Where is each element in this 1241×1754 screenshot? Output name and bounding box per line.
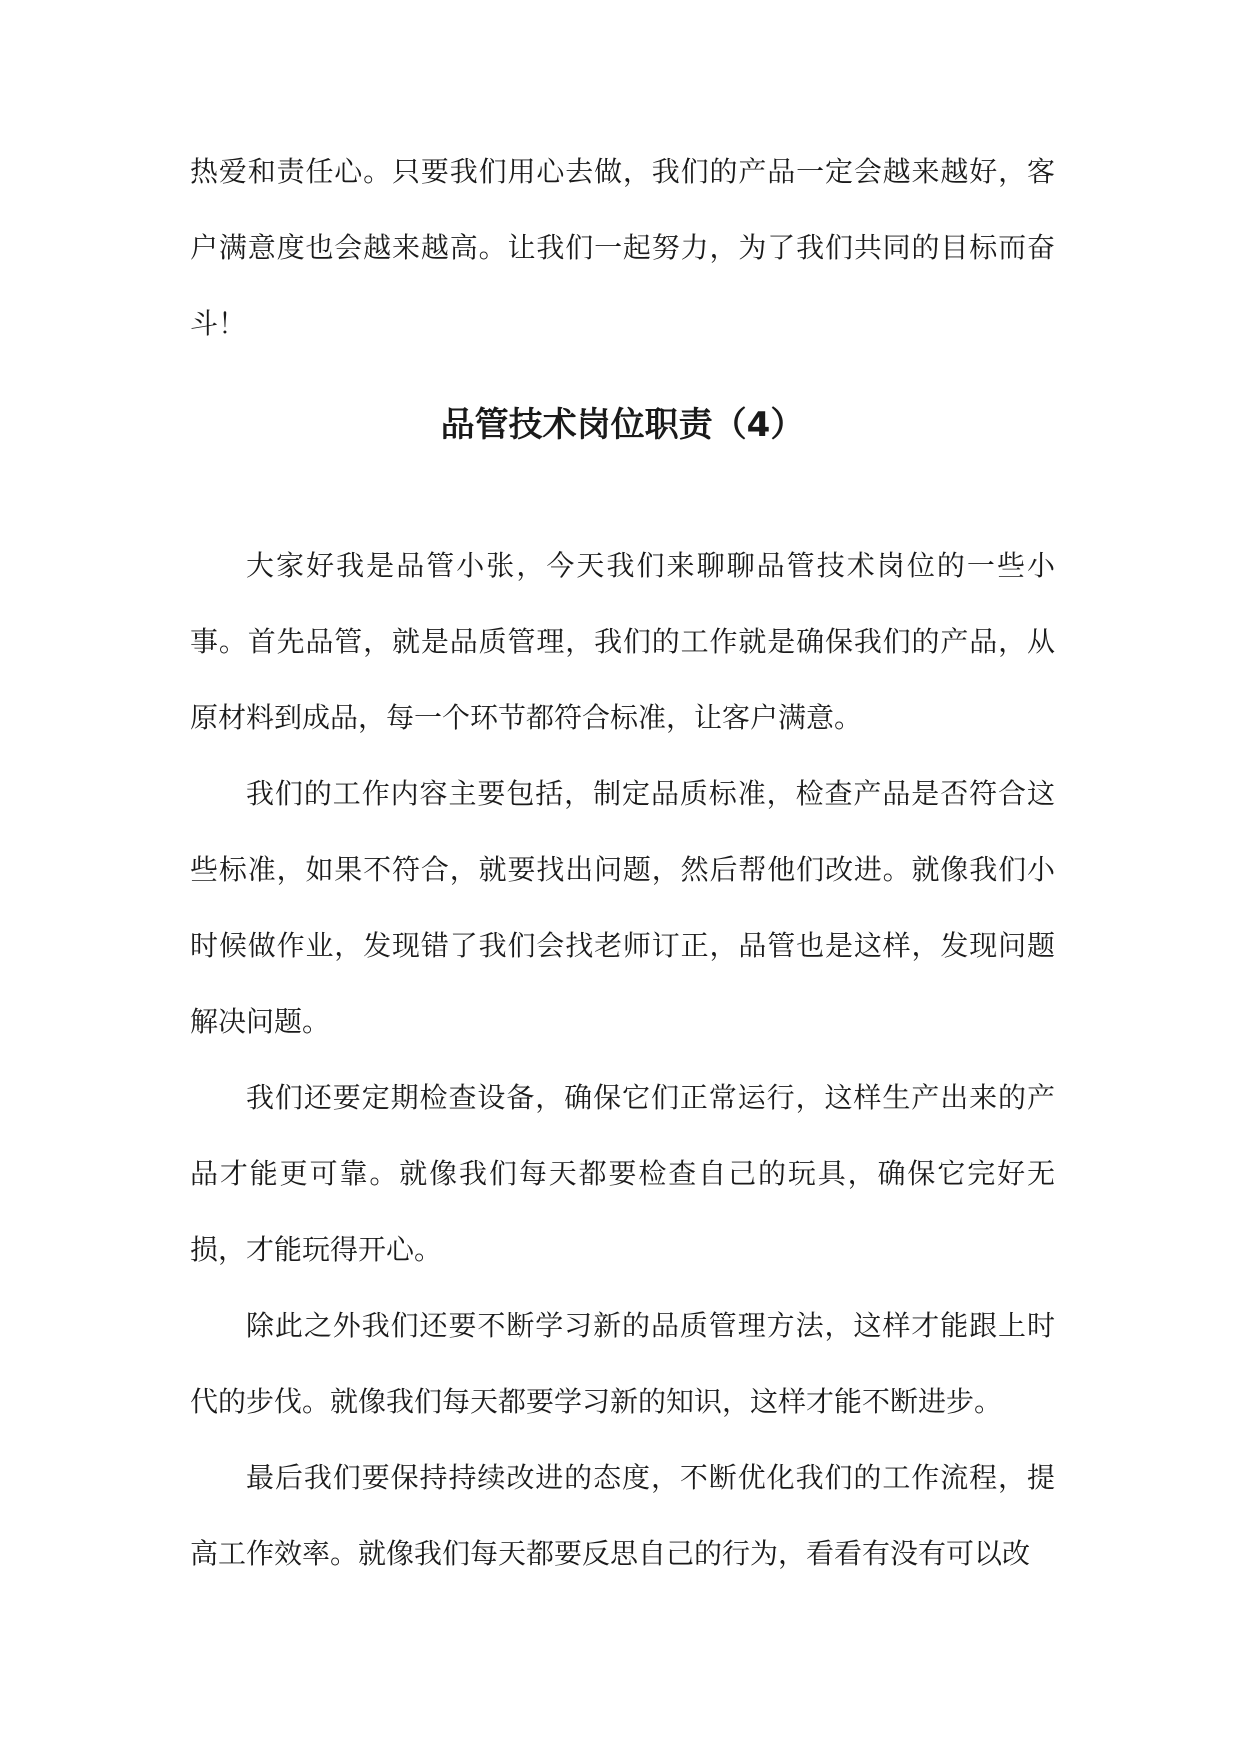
paragraph-4: 除此之外我们还要不断学习新的品质管理方法，这样才能跟上时代的步伐。就像我们每天都要学习新的知识，这样才能不断进步。 bbox=[190, 1309, 1055, 1418]
body-text bbox=[190, 528, 1055, 1592]
continued-paragraph-block bbox=[190, 134, 1055, 362]
paragraph-2: 我们的工作内容主要包括，制定品质标准，检查产品是否符合这些标准，如果不符合，就要找出问题，然后帮他们改进。就像我们小时候做作业，发现错了我们会找老师订正，品管也是这样，发现问题解决问题。 bbox=[190, 777, 1055, 1038]
continued-paragraph: 热爱和责任心。只要我们用心去做，我们的产品一定会越来越好，客户满意度也会越来越高。让我们一起努力，为了我们共同的目标而奋斗！ bbox=[190, 155, 1055, 340]
paragraph-1: 大家好我是品管小张，今天我们来聊聊品管技术岗位的一些小事。首先品管，就是品质管理，我们的工作就是确保我们的产品，从原材料到成品，每一个环节都符合标准，让客户满意。 bbox=[190, 549, 1055, 734]
section-title: 品管技术岗位职责（4） bbox=[440, 405, 805, 445]
paragraph-3: 我们还要定期检查设备，确保它们正常运行，这样生产出来的产品才能更可靠。就像我们每天都要检查自己的玩具，确保它完好无损，才能玩得开心。 bbox=[190, 1081, 1055, 1266]
paragraph-5: 最后我们要保持持续改进的态度，不断优化我们的工作流程，提高工作效率。就像我们每天都要反思自己的行为，看看有没有可以改 bbox=[190, 1461, 1055, 1570]
